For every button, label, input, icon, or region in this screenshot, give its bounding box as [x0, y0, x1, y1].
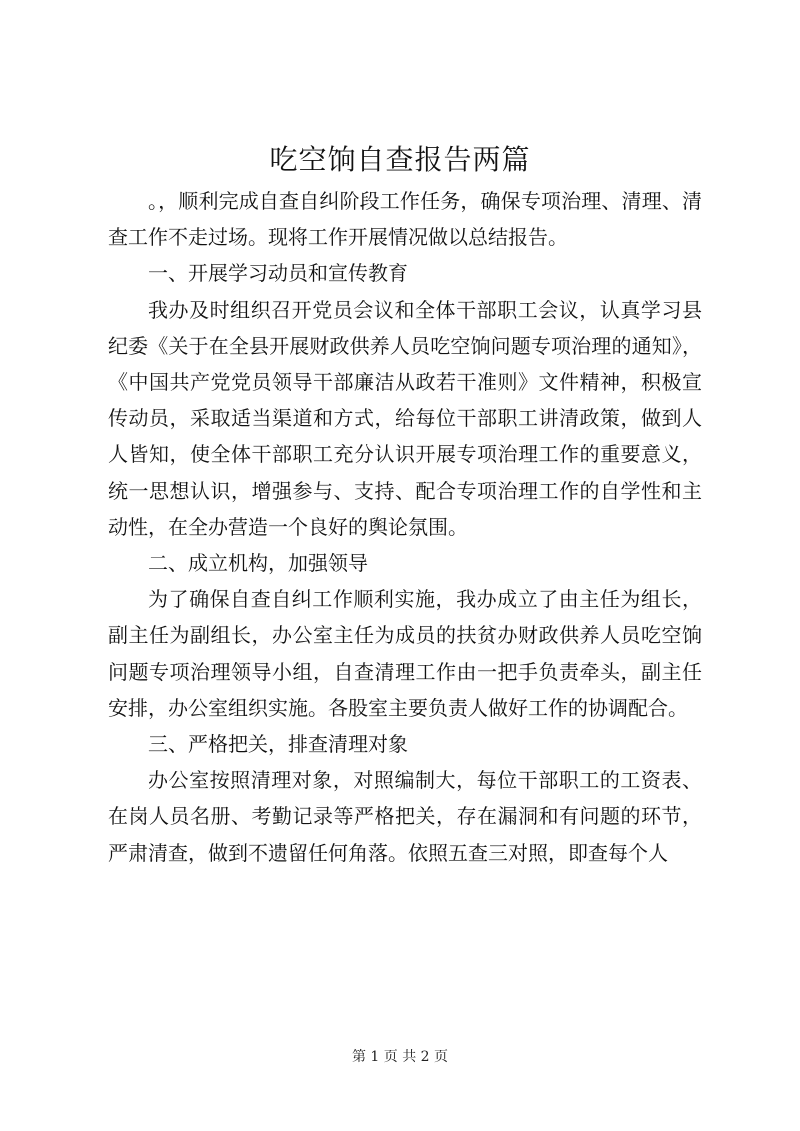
- section-1-paragraph: 我办及时组织召开党员会议和全体干部职工会议，认真学习县纪委《关于在全县开展财政供养人员吃空饷问题专项治理的通知》，《中国共产党党员领导干部廉洁从政若干准则》文件精神，积极宣传动员，采取适当渠道和方式，给每位干部职工讲清政策，做到人人皆知，使全体干部职工充分认识开展专项治理工作的重要意义，统一思想认识，增强参与、支持、配合专项治理工作的自学性和主动性，在全办营造一个良好的舆论氛围。: [108, 297, 702, 539]
- section-heading-2: 二、成立机构，加强领导: [148, 551, 368, 576]
- document-title: 吃空饷自查报告两篇: [269, 143, 531, 176]
- document-body: [108, 183, 702, 871]
- section-heading-3: 三、严格把关，排查清理对象: [148, 732, 408, 757]
- intro-paragraph: 。，顺利完成自查自纠阶段工作任务，确保专项治理、清理、清查工作不走过场。现将工作开展情况做以总结报告。: [108, 189, 702, 250]
- section-3-paragraph: 办公室按照清理对象，对照编制大，每位干部职工的工资表、在岗人员名册、考勤记录等严格把关，存在漏洞和有问题的环节，严肃清查，做到不遗留任何角落。依照五查三对照，即查每个人: [108, 768, 702, 865]
- section-2-paragraph: 为了确保自查自纠工作顺利实施，我办成立了由主任为组长，副主任为副组长，办公室主任为成员的扶贫办财政供养人员吃空饷问题专项治理领导小组，自查清理工作由一把手负责牵头，副主任安排，办公室组织实施。各股室主要负责人做好工作的协调配合。: [108, 587, 702, 720]
- section-heading-1: 一、开展学习动员和宣传教育: [148, 261, 408, 286]
- page-footer: 第 1 页 共 2 页: [351, 1049, 449, 1065]
